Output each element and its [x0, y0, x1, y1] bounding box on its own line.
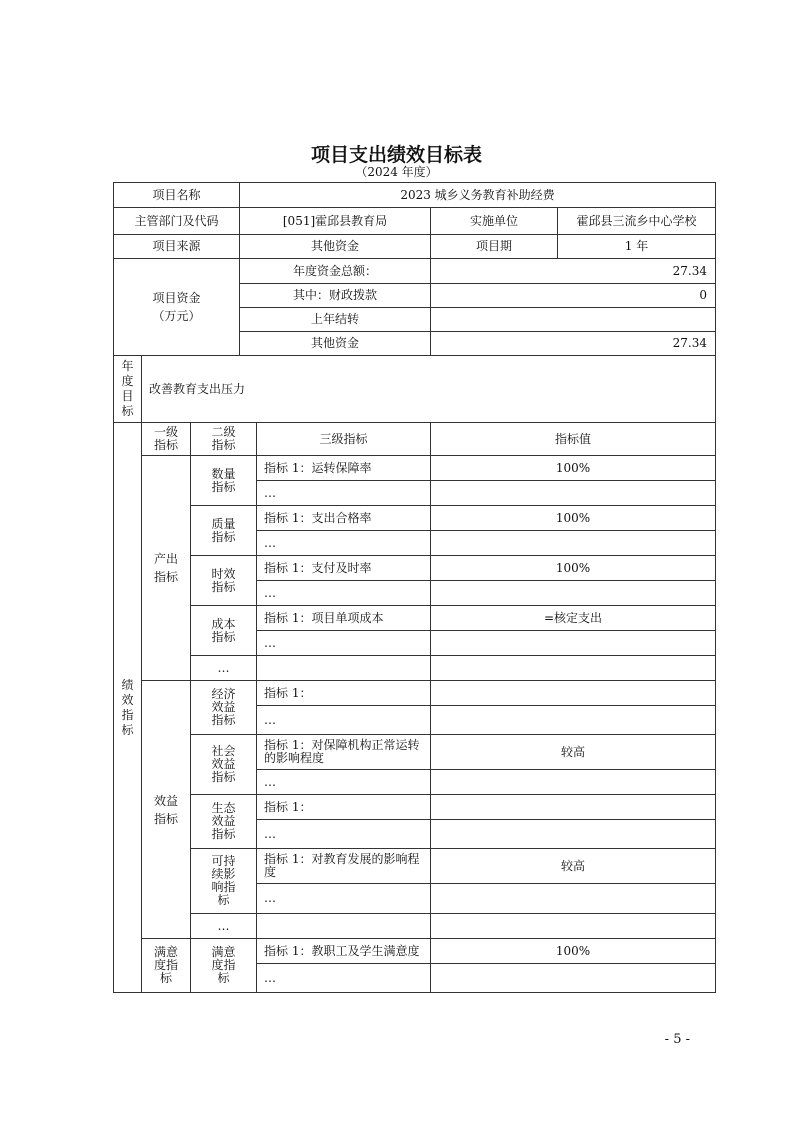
indicator-more: … [257, 820, 431, 849]
header-level3: 三级指标 [257, 423, 431, 456]
value-cell [431, 964, 716, 993]
value-cell: =核定支出 [431, 606, 716, 631]
social-label: 社会效益指标 [191, 735, 257, 795]
output-label: 产出指标 [142, 456, 191, 681]
header-level2: 二级指标 [191, 423, 257, 456]
indicator-cell [257, 914, 431, 939]
value-cell [431, 531, 716, 556]
value-cell: 100% [431, 556, 716, 581]
indicator-cell: 指标 1：对教育发展的影响程度 [257, 849, 431, 884]
indicator-more: … [257, 531, 431, 556]
dept-value: [051]霍邱县教育局 [240, 208, 431, 235]
impl-label: 实施单位 [431, 208, 558, 235]
indicator-cell [257, 656, 431, 681]
perf-label: 绩效指标 [114, 423, 142, 993]
page-title: 项目支出绩效目标表 [310, 144, 482, 166]
quality-label: 质量指标 [191, 506, 257, 556]
value-cell [431, 884, 716, 914]
satisfaction-label: 满意度指标 [142, 939, 191, 993]
indicator-more: … [257, 770, 431, 795]
cost-label: 成本指标 [191, 606, 257, 656]
source-label: 项目来源 [114, 235, 240, 259]
funds-label: 项目资金（万元） [114, 259, 240, 356]
indicator-cell: 指标 1： [257, 795, 431, 820]
satisfaction-sub-label: 满意度指标 [191, 939, 257, 993]
value-cell [431, 795, 716, 820]
value-cell [431, 820, 716, 849]
period-value: 1 年 [558, 235, 716, 259]
header-level1: 一级指标 [142, 423, 191, 456]
indicator-more: … [257, 481, 431, 506]
project-name-value: 2023 城乡义务教育补助经费 [240, 183, 716, 208]
funds-row-value: 27.34 [431, 332, 716, 356]
timeliness-label: 时效指标 [191, 556, 257, 606]
indicator-more: … [257, 706, 431, 735]
funds-row-label: 其中：财政拨款 [240, 284, 431, 308]
value-cell: 100% [431, 456, 716, 481]
annual-goal-label: 年度目标 [114, 356, 142, 423]
page-number: - 5 - [664, 1032, 690, 1047]
page-subtitle: （2024 年度） [355, 165, 438, 179]
ecological-label: 生态效益指标 [191, 795, 257, 849]
indicator-cell: 指标 1：项目单项成本 [257, 606, 431, 631]
funds-row-label: 上年结转 [240, 308, 431, 332]
indicator-cell: 指标 1：对保障机构正常运转的影响程度 [257, 735, 431, 770]
value-cell: 100% [431, 506, 716, 531]
value-cell: 较高 [431, 849, 716, 884]
value-cell [431, 656, 716, 681]
indicator-more: … [257, 631, 431, 656]
sustainable-label: 可持续影响指标 [191, 849, 257, 914]
value-cell [431, 631, 716, 656]
value-cell: 较高 [431, 735, 716, 770]
project-name-label: 项目名称 [114, 183, 240, 208]
quantity-label: 数量指标 [191, 456, 257, 506]
indicator-more: … [257, 884, 431, 914]
value-cell [431, 706, 716, 735]
dept-label: 主管部门及代码 [114, 208, 240, 235]
annual-goal-text: 改善教育支出压力 [142, 356, 716, 423]
value-cell [431, 914, 716, 939]
funds-row-value: 0 [431, 284, 716, 308]
output-more: … [191, 656, 257, 681]
value-cell [431, 770, 716, 795]
funds-row-value [431, 308, 716, 332]
indicator-cell: 指标 1：运转保障率 [257, 456, 431, 481]
benefit-more: … [191, 914, 257, 939]
impl-value: 霍邱县三流乡中心学校 [558, 208, 716, 235]
funds-row-label: 其他资金 [240, 332, 431, 356]
benefit-label: 效益指标 [142, 681, 191, 939]
economic-label: 经济效益指标 [191, 681, 257, 735]
value-cell [431, 681, 716, 706]
source-value: 其他资金 [240, 235, 431, 259]
indicator-cell: 指标 1：支出合格率 [257, 506, 431, 531]
indicator-more: … [257, 581, 431, 606]
funds-row-label: 年度资金总额： [240, 259, 431, 284]
value-cell: 100% [431, 939, 716, 964]
indicator-cell: 指标 1： [257, 681, 431, 706]
header-value: 指标值 [431, 423, 716, 456]
funds-row-value: 27.34 [431, 259, 716, 284]
value-cell [431, 481, 716, 506]
indicator-cell: 指标 1：教职工及学生满意度 [257, 939, 431, 964]
indicator-more: … [257, 964, 431, 993]
performance-table [113, 182, 716, 993]
value-cell [431, 581, 716, 606]
indicator-cell: 指标 1：支付及时率 [257, 556, 431, 581]
period-label: 项目期 [431, 235, 558, 259]
